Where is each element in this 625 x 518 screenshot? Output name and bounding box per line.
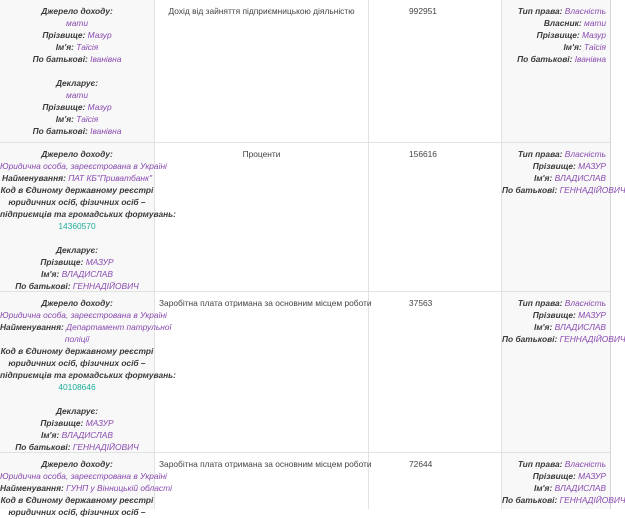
field-label: Код в Єдиному державному реєстрі [0,346,154,356]
amount-cell [369,453,502,509]
field-value: ВЛАДИСЛАВ [61,430,113,440]
field-label: Тип права: [517,149,563,159]
field-label: Код в Єдиному державному реєстрі [0,495,154,505]
field-value: ПАТ КБ"Приватбанк" [68,173,152,183]
income-type: Заробітна плата отримана за основним місцем роботи [159,298,372,308]
field-label: підприємців та громадських формувань: [0,370,176,380]
field-label: Тип права: [517,459,563,469]
field-label: Джерело доходу: [41,298,113,308]
field-label: Ім'я: [41,269,60,279]
field-label: Ім'я: [534,483,553,493]
income-type-cell [155,292,372,452]
field-label: Ім'я: [534,173,553,183]
table-row [0,143,625,292]
field-label: Ім'я: [55,114,74,124]
field-label: Джерело доходу: [41,6,113,16]
income-type-cell [155,143,369,291]
table-row [0,0,610,143]
field-label: По батькові: [32,54,88,64]
table-row [0,292,625,453]
field-value: Таїсія [76,42,99,52]
field-value: Іванівна [90,126,122,136]
field-value: Мазур [581,30,606,40]
field-value: Мазур [87,30,112,40]
field-label: Прізвище: [42,102,86,112]
field-value: мати [65,18,89,28]
field-value: МАЗУР [85,257,114,267]
field-label: Джерело доходу: [41,459,113,469]
income-amount: 992951 [409,6,437,16]
field-label: Прізвище: [536,30,580,40]
field-value: МАЗУР [578,471,606,481]
income-source-cell [0,292,176,452]
income-type-cell [155,0,369,142]
field-value: ГЕННАДІЙОВИЧ [559,495,625,505]
rights-cell [502,143,625,291]
field-value: Таїсія [584,42,606,52]
field-label: Джерело доходу: [41,149,113,159]
field-value: Власність [564,6,606,16]
field-label: Декларує: [55,406,99,416]
field-label: юридичних осіб, фізичних осіб – [8,507,146,517]
field-value: Власність [564,298,606,308]
field-label: Прізвище: [40,418,84,428]
field-label: Прізвище: [40,257,84,267]
registry-code: 14360570 [58,221,96,231]
field-label: Прізвище: [532,161,576,171]
field-value: Власність [564,149,606,159]
field-label: Декларує: [55,78,99,88]
field-label: По батькові: [517,54,573,64]
field-value: Іванівна [90,54,122,64]
field-label: юридичних осіб, фізичних осіб – [8,197,146,207]
field-label: Ім'я: [563,42,582,52]
field-label: Прізвище: [532,471,576,481]
field-label: По батькові: [15,442,71,452]
registry-code: 40108646 [58,382,96,392]
field-label: Ім'я: [55,42,74,52]
field-value: ГУНП у Вінницькій області [66,483,172,493]
field-value: ГЕННАДІЙОВИЧ [559,185,625,195]
field-value: Юридична особа, зареєстрована в Україні [0,471,167,481]
field-label: По батькові: [502,334,558,344]
income-source-cell [0,0,155,142]
amount-cell [369,143,502,291]
income-amount: 72644 [409,459,433,469]
rights-cell [502,0,610,142]
field-label: Найменування: [2,173,66,183]
field-value: Іванівна [574,54,606,64]
amount-cell [369,0,502,142]
field-label: По батькові: [502,185,558,195]
field-value: ГЕННАДІЙОВИЧ [72,442,139,452]
field-value: Департамент патрульної [66,322,172,332]
rights-cell [502,292,625,452]
field-value: ВЛАДИСЛАВ [554,483,606,493]
field-label: Прізвище: [42,30,86,40]
field-value: Власність [564,459,606,469]
amount-cell [369,292,502,452]
income-amount: 156616 [409,149,437,159]
field-label: Ім'я: [534,322,553,332]
field-label: Тип права: [517,298,563,308]
field-label: По батькові: [15,281,71,291]
field-label: По батькові: [32,126,88,136]
field-value: МАЗУР [85,418,114,428]
field-value: ВЛАДИСЛАВ [61,269,113,279]
field-value: поліції [64,334,90,344]
field-label: підприємців та громадських формувань: [0,209,176,219]
field-value: ВЛАДИСЛАВ [554,173,606,183]
income-type: Заробітна плата отримана за основним місцем роботи [159,459,372,469]
field-value: ВЛАДИСЛАВ [554,322,606,332]
field-label: По батькові: [502,495,558,505]
income-type: Дохід від зайняття підприємницькою діяльністю [168,6,355,16]
field-label: Прізвище: [532,310,576,320]
rights-cell [502,453,625,509]
field-label: Ім'я: [41,430,60,440]
field-label: Код в Єдиному державному реєстрі [0,185,154,195]
income-amount: 37563 [409,298,433,308]
income-source-cell [0,453,172,517]
field-value: МАЗУР [578,310,606,320]
field-value: ГЕННАДІЙОВИЧ [559,334,625,344]
field-value: Таїсія [76,114,99,124]
field-label: Тип права: [517,6,563,16]
field-label: Декларує: [55,245,99,255]
field-value: мати [65,90,89,100]
table-row [0,453,625,517]
field-value: Юридична особа, зареєстрована в Україні [0,310,167,320]
field-label: юридичних осіб, фізичних осіб – [8,358,146,368]
field-value: ГЕННАДІЙОВИЧ [72,281,139,291]
field-value: мати [583,18,606,28]
income-source-cell [0,143,176,291]
field-value: Мазур [87,102,112,112]
income-type-cell [155,453,372,509]
field-value: Юридична особа, зареєстрована в Україні [0,161,167,171]
income-type: Проценти [242,149,281,159]
field-value: МАЗУР [578,161,606,171]
field-label: Найменування: [0,483,64,493]
field-label: Власник: [543,18,582,28]
field-label: Найменування: [0,322,64,332]
